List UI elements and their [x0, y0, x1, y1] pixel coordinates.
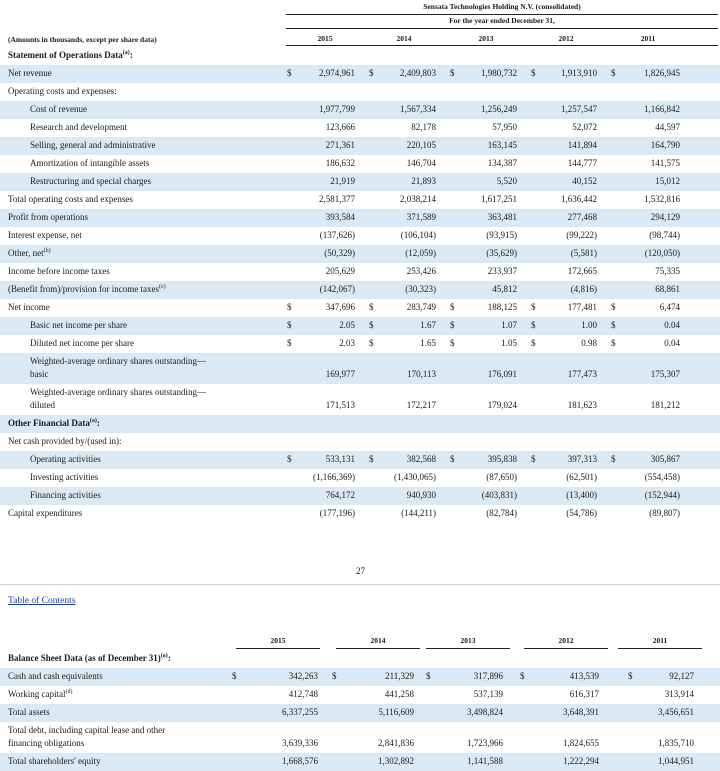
table-row [0, 353, 720, 384]
footnote-marker: (a) [89, 418, 97, 424]
table-row [0, 209, 720, 227]
dollar-sign: $ [287, 338, 292, 348]
cell-value: 412,748 [288, 689, 318, 699]
year-column-header: 2015 [270, 636, 286, 645]
cell-value: 1.65 [420, 338, 436, 348]
dollar-sign: $ [531, 320, 536, 330]
cell-value: 176,091 [487, 369, 517, 379]
year-column-header: 2012 [558, 636, 574, 645]
cell-value: 3,648,391 [563, 707, 599, 717]
cell-value: 15,012 [655, 176, 680, 186]
year-column-header: 2011 [652, 636, 668, 645]
table-row [0, 191, 720, 209]
column-header-underline [236, 648, 320, 649]
cell-value: 2.05 [339, 320, 355, 330]
dollar-sign: $ [611, 320, 616, 330]
cell-value: 75,335 [655, 266, 680, 276]
cell-value: 123,666 [325, 122, 355, 132]
cell-value: (5,581) [570, 248, 597, 258]
table-row [0, 155, 720, 173]
cell-value: 533,131 [325, 454, 355, 464]
row-label-text: Net cash provided by/(used in): [8, 436, 122, 446]
cell-value: 2,038,214 [400, 194, 436, 204]
table-row [0, 173, 720, 191]
cell-value: 6,337,255 [282, 707, 318, 717]
dollar-sign: $ [287, 302, 292, 312]
dollar-sign: $ [611, 302, 616, 312]
cell-value: 186,632 [325, 158, 355, 168]
row-label [30, 454, 101, 464]
row-label-text: Balance Sheet Data (as of December 31) [8, 653, 161, 663]
row-label-text: Financing activities [30, 490, 101, 500]
period-title: For the year ended December 31, [449, 16, 555, 25]
cell-value: (1,430,065) [394, 472, 436, 482]
cell-value: 57,950 [492, 122, 517, 132]
column-header-underline [524, 648, 608, 649]
dollar-sign: $ [287, 68, 292, 78]
dollar-sign: $ [531, 338, 536, 348]
dollar-sign: $ [520, 671, 525, 681]
table-row [0, 487, 720, 505]
row-label [8, 436, 121, 446]
cell-value: 172,217 [406, 400, 436, 410]
cell-value: (152,944) [644, 490, 680, 500]
row-label-text: Working capital [8, 689, 66, 699]
dollar-sign: $ [611, 338, 616, 348]
row-label-text: Net revenue [8, 68, 52, 78]
cell-value: 177,481 [567, 302, 597, 312]
cell-value: 21,919 [330, 176, 355, 186]
cell-value: 141,575 [650, 158, 680, 168]
cell-value: 1,617,251 [481, 194, 517, 204]
column-header-underline [618, 648, 702, 649]
row-label-text: Interest expense, net [8, 230, 82, 240]
row-label [30, 320, 127, 330]
cell-value: 1,532,816 [644, 194, 680, 204]
row-label-text: Cash and cash equivalents [8, 671, 103, 681]
year-column-header: 2014 [370, 636, 386, 645]
table-row [0, 722, 720, 753]
cell-value: (54,786) [566, 508, 597, 518]
cell-value: 21,893 [411, 176, 436, 186]
row-label [8, 689, 73, 699]
row-label-text: Weighted-average ordinary shares outstanding— [30, 387, 206, 397]
cell-value: 40,152 [572, 176, 597, 186]
cell-value: 1,636,442 [561, 194, 597, 204]
cell-value: 1.05 [501, 338, 517, 348]
row-label [30, 122, 127, 132]
row-label-text: Total assets [8, 707, 50, 717]
row-label [8, 50, 133, 60]
table-row [0, 101, 720, 119]
year-column-header: 2014 [396, 34, 412, 43]
cell-value: (120,050) [644, 248, 680, 258]
cell-value: 313,914 [664, 689, 694, 699]
year-column-header: 2015 [317, 34, 333, 43]
row-label [8, 671, 103, 681]
row-label-text: Basic net income per share [30, 320, 127, 330]
table-row [0, 668, 720, 686]
cell-value: (554,458) [644, 472, 680, 482]
dollar-sign: $ [426, 671, 431, 681]
row-label [8, 230, 82, 240]
row-label-text: Cost of revenue [30, 104, 87, 114]
cell-value: 1,257,547 [561, 104, 597, 114]
cell-value: 141,894 [567, 140, 597, 150]
cell-value: 0.98 [581, 338, 597, 348]
cell-value: 1,256,249 [481, 104, 517, 114]
cell-value: 0.04 [664, 320, 680, 330]
row-label-text: Diluted net income per share [30, 338, 134, 348]
row-label-text: Income before income taxes [8, 266, 110, 276]
table-row [0, 317, 720, 335]
cell-value: 1,222,294 [563, 756, 599, 766]
cell-value: 3,639,336 [282, 738, 318, 748]
cell-value: 171,513 [325, 400, 355, 410]
table-row [0, 650, 720, 668]
row-label [8, 86, 117, 96]
row-label-text: Net income [8, 302, 50, 312]
cell-value: 1,723,966 [467, 738, 503, 748]
table-row [0, 65, 720, 83]
dollar-sign: $ [369, 454, 374, 464]
cell-value: 2,409,803 [400, 68, 436, 78]
year-column-header: 2013 [460, 636, 476, 645]
cell-value: 283,749 [406, 302, 436, 312]
cell-value: 211,329 [385, 671, 414, 681]
cell-value: (1,166,369) [313, 472, 355, 482]
footnote-marker: (b) [43, 248, 51, 254]
cell-value: 68,861 [655, 284, 680, 294]
cell-value: 169,977 [325, 369, 355, 379]
cell-value: 5,116,609 [378, 707, 414, 717]
row-label [8, 756, 100, 766]
row-label-text: Other Financial Data [8, 418, 90, 428]
cell-value: 146,704 [406, 158, 436, 168]
year-column-header: 2012 [558, 34, 574, 43]
cell-value: 347,696 [325, 302, 355, 312]
cell-value: 45,812 [492, 284, 517, 294]
row-label [30, 490, 101, 500]
cell-value: (12,059) [405, 248, 436, 258]
row-label [8, 653, 171, 663]
company-title: Sensata Technologies Holding N.V. (consolidated) [423, 2, 581, 11]
row-label [8, 266, 110, 276]
cell-value: 0.04 [664, 338, 680, 348]
table-row [0, 227, 720, 245]
cell-value: 3,456,651 [658, 707, 694, 717]
row-label [30, 140, 155, 150]
cell-value: 397,313 [567, 454, 597, 464]
dollar-sign: $ [232, 671, 237, 681]
row-label-text: Research and development [30, 122, 127, 132]
row-label [30, 158, 149, 168]
dollar-sign: $ [332, 671, 337, 681]
row-label-text: Capital expenditures [8, 508, 83, 518]
cell-value: 175,307 [650, 369, 680, 379]
cell-value: 205,629 [325, 266, 355, 276]
cell-value: 940,930 [406, 490, 436, 500]
cell-value: 363,481 [487, 212, 517, 222]
cell-value: 616,317 [569, 689, 599, 699]
cell-value: 1,835,710 [658, 738, 694, 748]
cell-value: 1,567,334 [400, 104, 436, 114]
dollar-sign: $ [531, 302, 536, 312]
table-row [0, 753, 720, 771]
row-label [8, 508, 82, 518]
row-label [8, 212, 88, 222]
cell-value: 277,468 [567, 212, 597, 222]
cell-value: (177,196) [319, 508, 355, 518]
cell-value: 181,212 [650, 400, 680, 410]
dollar-sign: $ [287, 454, 292, 464]
table-row [0, 299, 720, 317]
cell-value: (137,626) [319, 230, 355, 240]
cell-value: 6,474 [659, 302, 680, 312]
cell-value: 1,977,799 [319, 104, 355, 114]
row-label-text: Operating costs and expenses: [8, 86, 117, 96]
table-row [0, 415, 720, 433]
cell-value: (98,744) [649, 230, 680, 240]
cell-value: 181,623 [567, 400, 597, 410]
cell-value: 1,980,732 [481, 68, 517, 78]
row-label [30, 104, 87, 114]
table-row [0, 137, 720, 155]
table-row [0, 47, 720, 65]
row-label-continuation: diluted [30, 400, 55, 410]
row-label [30, 472, 98, 482]
cell-value: 163,145 [487, 140, 517, 150]
row-label [8, 418, 100, 428]
table-row [0, 451, 720, 469]
dollar-sign: $ [450, 302, 455, 312]
dollar-sign: $ [611, 68, 616, 78]
cell-value: (142,067) [319, 284, 355, 294]
dollar-sign: $ [369, 338, 374, 348]
year-column-header: 2011 [640, 34, 656, 43]
cell-value: 1,141,588 [467, 756, 503, 766]
label-suffix: : [96, 418, 100, 428]
cell-value: 134,387 [487, 158, 517, 168]
row-label [30, 338, 134, 348]
cell-value: 179,024 [487, 400, 517, 410]
row-label-text: Other, net [8, 248, 44, 258]
row-label-text: Weighted-average ordinary shares outstanding— [30, 356, 206, 366]
table-row [0, 119, 720, 137]
cell-value: (93,915) [486, 230, 517, 240]
cell-value: 188,125 [487, 302, 517, 312]
footnote-marker: (c) [158, 284, 166, 290]
cell-value: 172,665 [567, 266, 597, 276]
cell-value: (62,501) [566, 472, 597, 482]
row-label-text: Amortization of intangible assets [30, 158, 150, 168]
dollar-sign: $ [369, 302, 374, 312]
cell-value: 271,361 [325, 140, 355, 150]
cell-value: 1,913,910 [561, 68, 597, 78]
row-label [8, 302, 50, 312]
footnote-marker: (d) [65, 689, 73, 695]
cell-value: 1,668,576 [282, 756, 318, 766]
page-number: 27 [356, 566, 365, 576]
cell-value: 164,790 [650, 140, 680, 150]
title-divider [286, 14, 718, 15]
dollar-sign: $ [450, 338, 455, 348]
table-of-contents-link[interactable]: Table of Contents [8, 596, 76, 606]
cell-value: 371,589 [406, 212, 436, 222]
cell-value: (50,329) [324, 248, 355, 258]
cell-value: 5,520 [496, 176, 517, 186]
column-header-underline [336, 648, 420, 649]
cell-value: 92,127 [669, 671, 694, 681]
dollar-sign: $ [450, 454, 455, 464]
row-label-text: Restructuring and special charges [30, 176, 152, 186]
cell-value: 233,937 [487, 266, 517, 276]
dollar-sign: $ [531, 68, 536, 78]
cell-value: (35,629) [486, 248, 517, 258]
row-label-text: (Benefit from)/provision for income taxes [8, 284, 159, 294]
cell-value: (106,104) [400, 230, 436, 240]
cell-value: 537,139 [473, 689, 503, 699]
cell-value: 220,105 [406, 140, 436, 150]
label-suffix: : [129, 50, 133, 60]
table-row [0, 505, 720, 523]
cell-value: (99,222) [566, 230, 597, 240]
cell-value: 1,044,951 [658, 756, 694, 766]
table-row [0, 469, 720, 487]
row-label [30, 386, 206, 412]
row-label-text: Total debt, including capital lease and other [8, 725, 166, 735]
cell-value: 764,172 [325, 490, 355, 500]
dollar-sign: $ [369, 320, 374, 330]
dollar-sign: $ [628, 671, 633, 681]
cell-value: 52,072 [572, 122, 597, 132]
cell-value: (30,323) [405, 284, 436, 294]
cell-value: 2,974,961 [319, 68, 355, 78]
label-suffix: : [167, 653, 171, 663]
cell-value: 2.03 [339, 338, 355, 348]
cell-value: (87,650) [486, 472, 517, 482]
cell-value: (144,211) [401, 508, 436, 518]
column-header-divider [286, 45, 718, 46]
row-label [8, 724, 165, 750]
footnote-marker: (a) [122, 50, 130, 56]
cell-value: 317,896 [473, 671, 503, 681]
column-header-underline [426, 648, 510, 649]
row-label-text: Investing activities [30, 472, 99, 482]
row-label [8, 707, 50, 717]
row-label-continuation: basic [30, 369, 49, 379]
table-row [0, 704, 720, 722]
page-break-divider [0, 584, 720, 585]
row-label-text: Total shareholders' equity [8, 756, 101, 766]
row-label-text: Profit from operations [8, 212, 88, 222]
row-label [30, 176, 151, 186]
cell-value: 82,178 [411, 122, 436, 132]
table-row [0, 83, 720, 101]
cell-value: 342,263 [288, 671, 318, 681]
cell-value: 253,426 [406, 266, 436, 276]
cell-value: 305,867 [650, 454, 680, 464]
table-row [0, 384, 720, 415]
dollar-sign: $ [611, 454, 616, 464]
cell-value: 170,113 [407, 369, 436, 379]
dollar-sign: $ [450, 68, 455, 78]
cell-value: 1.67 [420, 320, 436, 330]
period-divider [286, 28, 718, 29]
row-label [30, 355, 206, 381]
cell-value: (13,400) [566, 490, 597, 500]
cell-value: 2,841,836 [378, 738, 414, 748]
table-row [0, 433, 720, 451]
dollar-sign: $ [369, 68, 374, 78]
row-label-continuation: financing obligations [8, 738, 85, 748]
cell-value: 382,568 [406, 454, 436, 464]
row-label [8, 194, 133, 204]
cell-value: 2,581,377 [319, 194, 355, 204]
cell-value: (4,816) [570, 284, 597, 294]
cell-value: 177,473 [567, 369, 597, 379]
dollar-sign: $ [450, 320, 455, 330]
cell-value: 441,258 [384, 689, 414, 699]
cell-value: (82,784) [486, 508, 517, 518]
table-row [0, 281, 720, 299]
cell-value: 413,539 [569, 671, 599, 681]
row-label-text: Statement of Operations Data [8, 50, 123, 60]
cell-value: 1,824,655 [563, 738, 599, 748]
cell-value: 1,826,945 [644, 68, 680, 78]
dollar-sign: $ [531, 454, 536, 464]
year-column-header: 2013 [478, 34, 494, 43]
cell-value: 395,838 [487, 454, 517, 464]
row-label [8, 248, 51, 258]
table-row [0, 686, 720, 704]
cell-value: (89,807) [649, 508, 680, 518]
table-row [0, 263, 720, 281]
units-note: (Amounts in thousands, except per share data) [8, 35, 157, 44]
table-row [0, 335, 720, 353]
row-label-text: Total operating costs and expenses [8, 194, 133, 204]
cell-value: 1,166,842 [644, 104, 680, 114]
cell-value: 144,777 [567, 158, 597, 168]
cell-value: 3,498,824 [467, 707, 503, 717]
footnote-marker: (a) [160, 653, 168, 659]
cell-value: 393,584 [325, 212, 355, 222]
row-label-text: Selling, general and administrative [30, 140, 156, 150]
cell-value: (403,831) [481, 490, 517, 500]
cell-value: 294,129 [650, 212, 680, 222]
cell-value: 44,597 [655, 122, 680, 132]
cell-value: 1.00 [581, 320, 597, 330]
row-label-text: Operating activities [30, 454, 101, 464]
dollar-sign: $ [287, 320, 292, 330]
row-label [8, 284, 166, 294]
row-label [8, 68, 52, 78]
cell-value: 1.07 [501, 320, 517, 330]
cell-value: 1,302,892 [378, 756, 414, 766]
table-row [0, 245, 720, 263]
